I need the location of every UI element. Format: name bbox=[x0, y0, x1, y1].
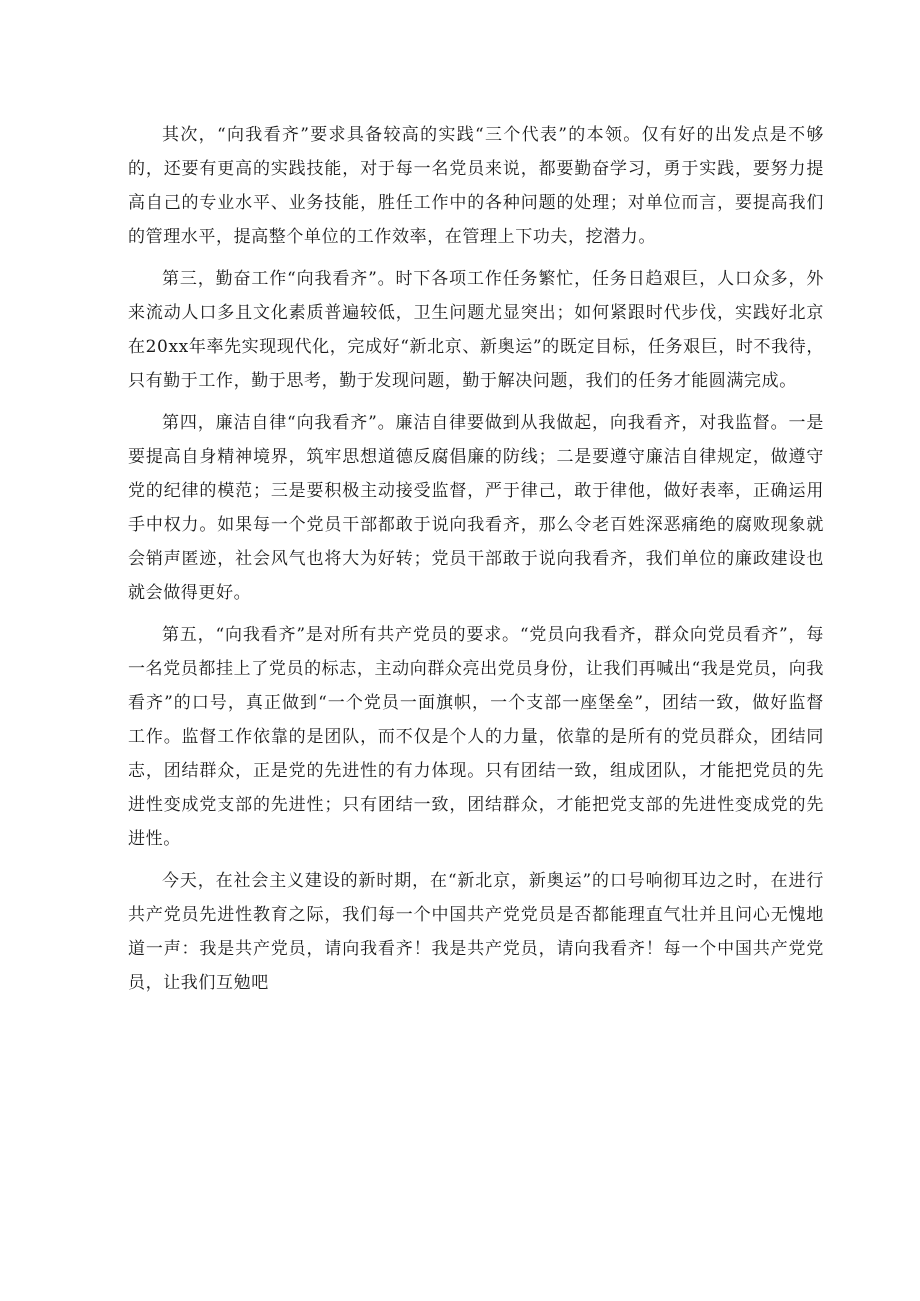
paragraph-conclusion: 今天，在社会主义建设的新时期，在“新北京，新奥运”的口号响彻耳边之时，在进行共产党员先进性教育之际，我们每一个中国共产党党员是否都能理直气壮并且问心无愧地道一声：我是共产党员，请向我看齐！我是共产党员，请向我看齐！每一个中国共产党党员，让我们互勉吧 bbox=[128, 871, 824, 993]
paragraph-fourth-point: 第四，廉洁自律“向我看齐”。廉洁自律要做到从我做起，向我看齐，对我监督。一是要提高自身精神境界，筑牢思想道德反腐倡廉的防线；二是要遵守廉洁自律规定，做遵守党的纪律的模范；三是要积极主动接受监督，严于律己，敢于律他，做好表率，正确运用手中权力。如果每一个党员干部都敢于说向我看齐，那么令老百姓深恶痛绝的腐败现象就会销声匿迹，社会风气也将大为好转；党员干部敢于说向我看齐，我们单位的廉政建设也就会做得更好。 bbox=[128, 413, 824, 603]
paragraph-fifth-point: 第五，“向我看齐”是对所有共产党员的要求。“党员向我看齐，群众向党员看齐”，每一名党员都挂上了党员的标志，主动向群众亮出党员身份，让我们再喊出“我是党员，向我看齐”的口号，真正做到“一个党员一面旗帜，一个支部一座堡垒”，团结一致，做好监督工作。监督工作依靠的是团队，而不仅是个人的力量，依靠的是所有的党员群众，团结同志，团结群众，正是党的先进性的有力体现。只有团结一致，组成团队，才能把党员的先进性变成党支部的先进性；只有团结一致，团结群众，才能把党支部的先进性变成党的先进性。 bbox=[128, 625, 824, 849]
document-body bbox=[128, 118, 824, 1008]
paragraph-second-point: 其次，“向我看齐”要求具备较高的实践“三个代表”的本领。仅有好的出发点是不够的，还要有更高的实践技能，对于每一名党员来说，都要勤奋学习，勇于实践，要努力提高自己的专业水平、业务技能，胜任工作中的各种问题的处理；对单位而言，要提高我们的管理水平，提高整个单位的工作效率，在管理上下功夫，挖潜力。 bbox=[128, 125, 824, 247]
paragraph-third-point: 第三，勤奋工作“向我看齐”。时下各项工作任务繁忙，任务日趋艰巨，人口众多，外来流动人口多且文化素质普遍较低，卫生问题尤显突出；如何紧跟时代步伐，实践好北京在20xx年率先实现现代化，完成好“新北京、新奥运”的既定目标，任务艰巨，时不我待，只有勤于工作，勤于思考，勤于发现问题，勤于解决问题，我们的任务才能圆满完成。 bbox=[128, 269, 824, 391]
